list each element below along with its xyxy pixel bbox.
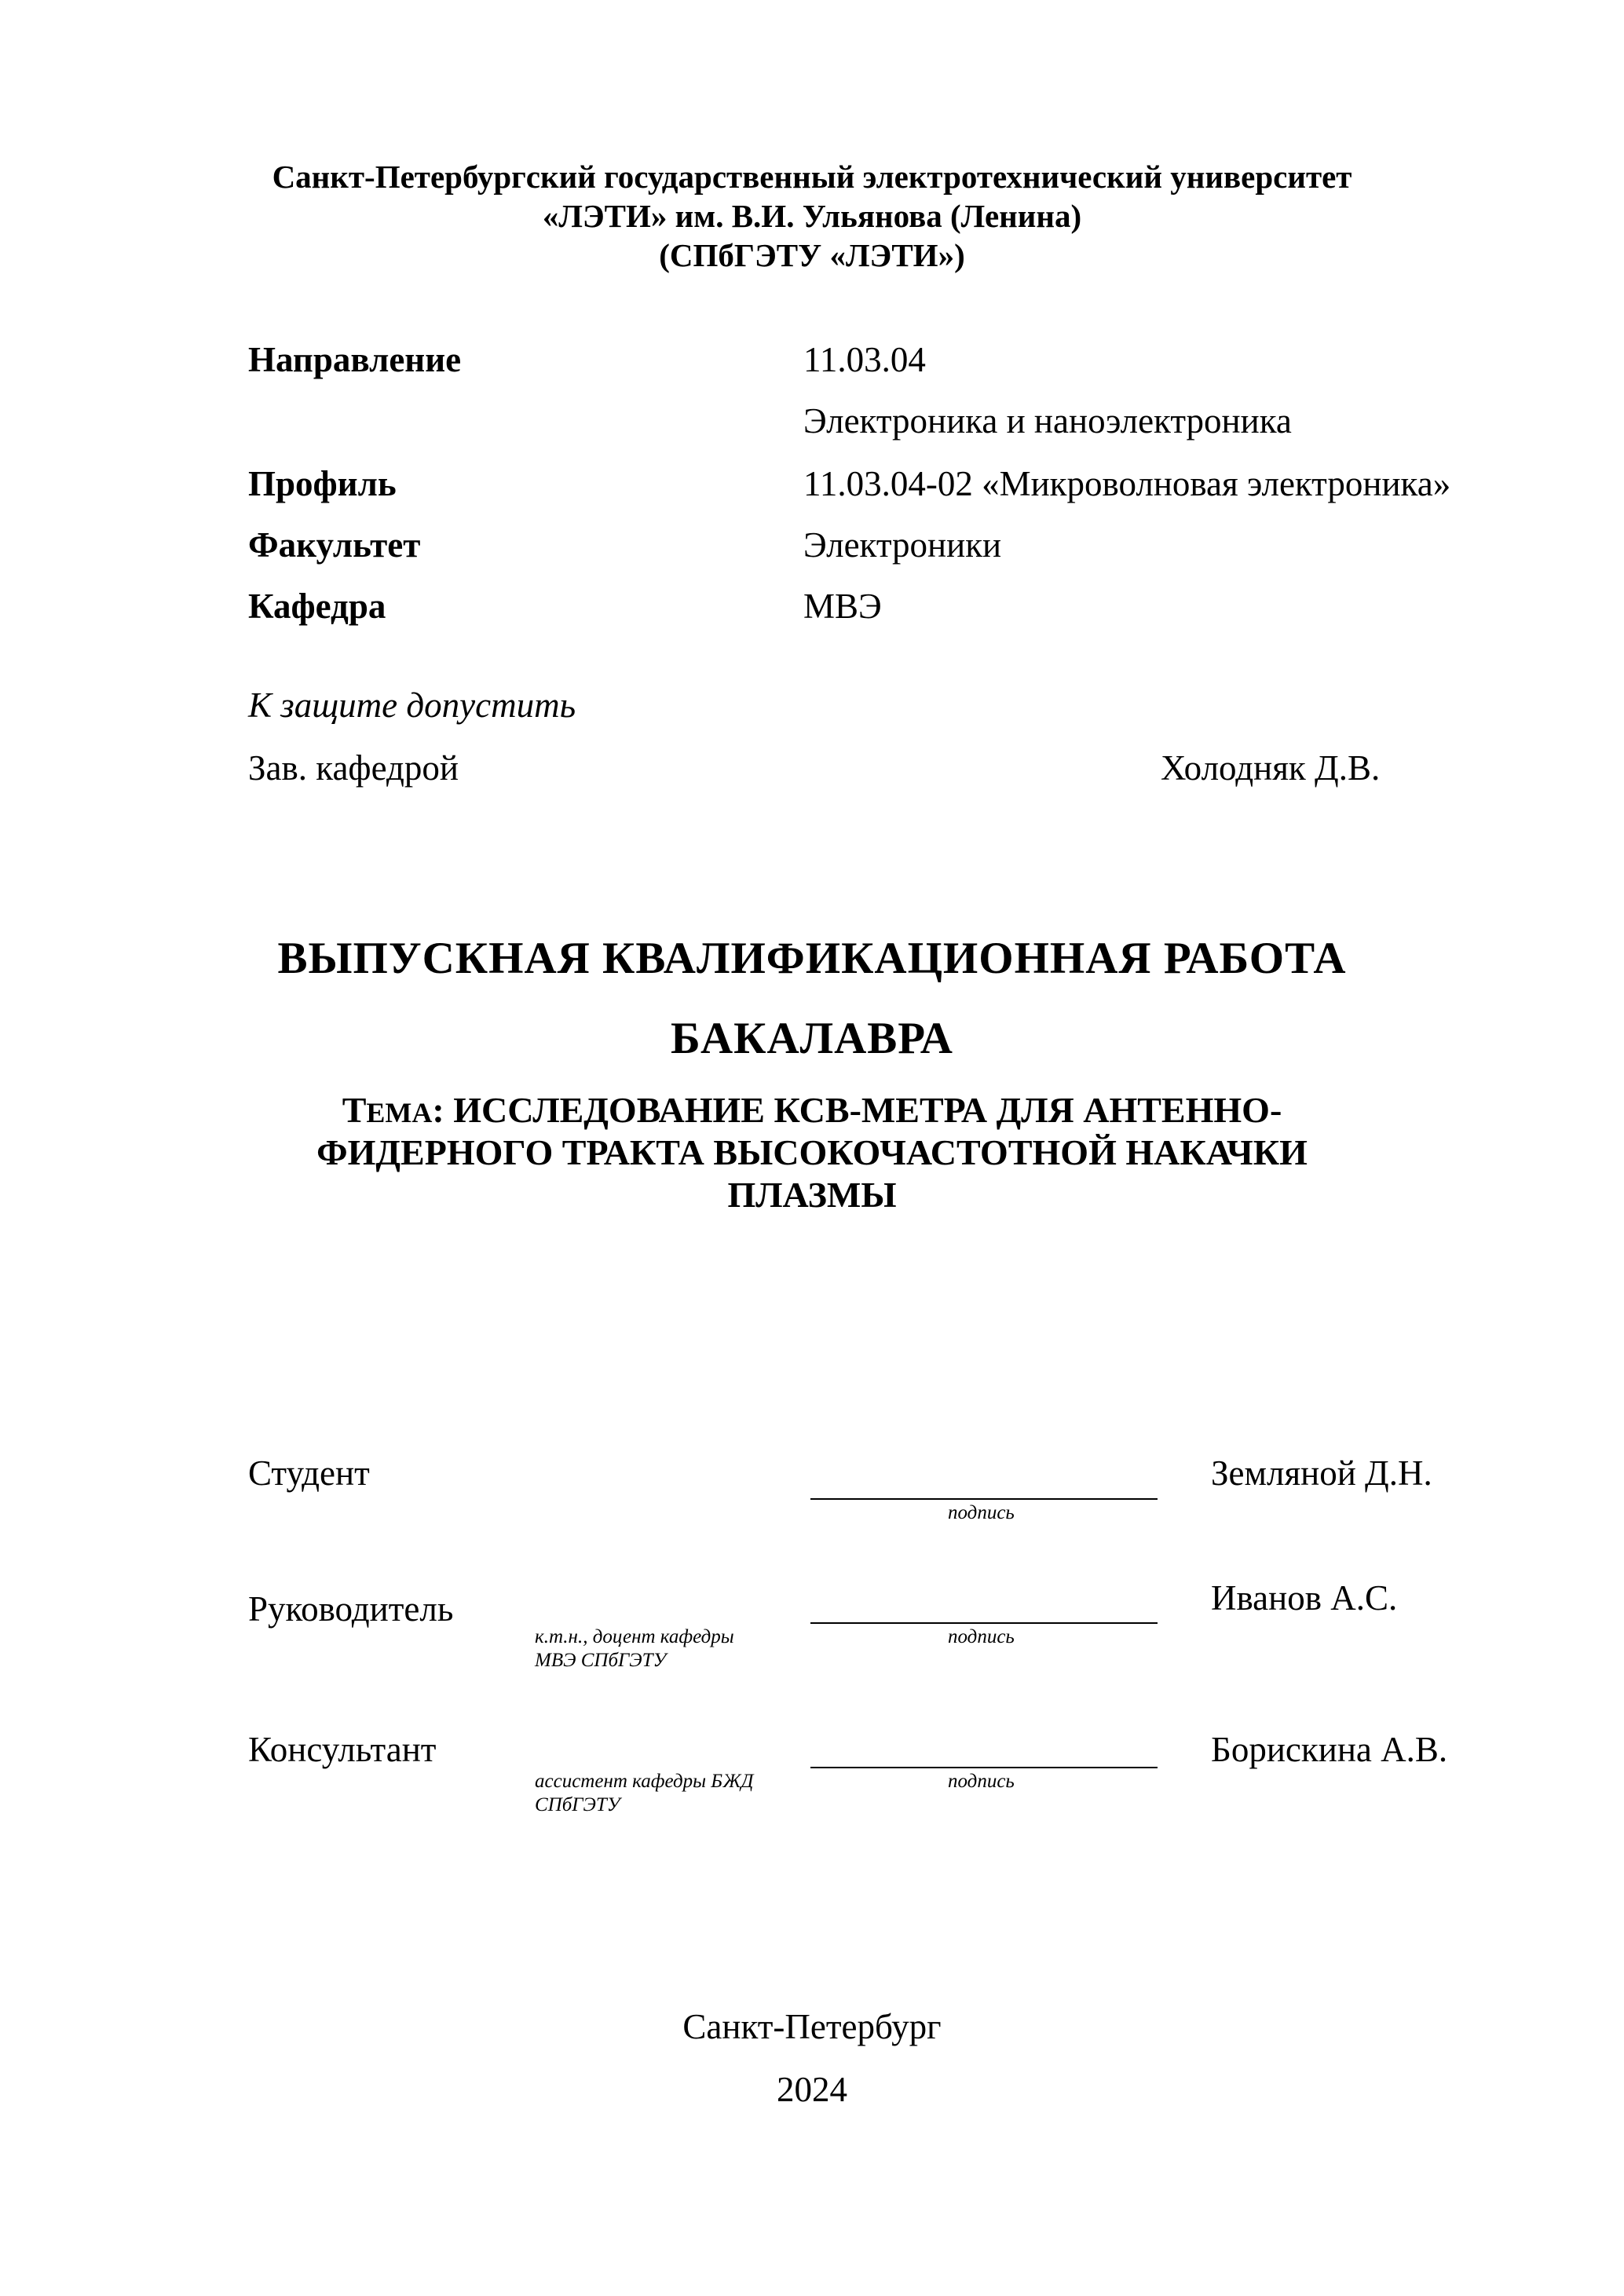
consultant-role: Консультант: [248, 1730, 437, 1769]
faculty-value: Электроники: [803, 525, 1002, 565]
supervisor-name: Иванов А.С.: [1211, 1578, 1398, 1618]
department-value: МВЭ: [803, 587, 882, 626]
consultant-position-line-2: СПбГЭТУ: [535, 1794, 620, 1815]
topic-line-3: ПЛАЗМЫ: [727, 1175, 897, 1215]
profile-label: Профиль: [248, 464, 397, 503]
topic-line-2: ФИДЕРНОГО ТРАКТА ВЫСОКОЧАСТОТНОЙ НАКАЧКИ: [316, 1132, 1308, 1172]
head-of-department-name: Холодняк Д.В.: [1161, 748, 1381, 788]
topic-line-1-text: ИССЛЕДОВАНИЕ КСВ-МЕТРА ДЛЯ АНТЕННО-: [444, 1090, 1282, 1130]
faculty-label: Факультет: [248, 525, 421, 565]
direction-code: 11.03.04: [803, 340, 926, 379]
supervisor-position-line-2: МВЭ СПбГЭТУ: [535, 1650, 667, 1671]
student-signature-line: [810, 1498, 1158, 1500]
direction-label: Направление: [248, 340, 462, 379]
supervisor-role: Руководитель: [248, 1589, 454, 1629]
university-name: Санкт-Петербургский государственный электротехнический университет: [272, 159, 1352, 195]
supervisor-position-line-1: к.т.н., доцент кафедры: [535, 1626, 734, 1647]
student-name: Земляной Д.Н.: [1211, 1453, 1432, 1493]
university-short-name: «ЛЭТИ» им. В.И. Ульянова (Ленина): [542, 198, 1082, 234]
consultant-signature-caption: подпись: [948, 1771, 1015, 1792]
city: Санкт-Петербург: [682, 2007, 942, 2046]
admission-label: К защите допустить: [248, 686, 576, 725]
topic-prefix-rest: ЕМА: [366, 1097, 433, 1128]
consultant-signature-line: [810, 1767, 1158, 1768]
year: 2024: [777, 2070, 847, 2109]
department-label: Кафедра: [248, 587, 386, 626]
consultant-name: Борискина А.В.: [1211, 1730, 1448, 1769]
topic-line-1: [0, 1089, 1624, 1134]
student-signature-caption: подпись: [948, 1502, 1015, 1523]
head-of-department-label: Зав. кафедрой: [248, 748, 459, 788]
document-title: ВЫПУСКНАЯ КВАЛИФИКАЦИОННАЯ РАБОТА: [277, 934, 1347, 983]
direction-name: Электроника и наноэлектроника: [803, 401, 1292, 441]
student-role: Студент: [248, 1453, 370, 1493]
document-title-degree: БАКАЛАВРА: [671, 1014, 953, 1063]
profile-value: 11.03.04-02 «Микроволновая электроника»: [803, 464, 1451, 503]
university-abbreviation: (СПбГЭТУ «ЛЭТИ»): [659, 237, 965, 273]
supervisor-signature-caption: подпись: [948, 1626, 1015, 1647]
topic-prefix-colon: :: [432, 1090, 444, 1130]
topic-prefix-first: Т: [342, 1090, 367, 1130]
consultant-position-line-1: ассистент кафедры БЖД: [535, 1771, 754, 1792]
supervisor-signature-line: [810, 1622, 1158, 1624]
